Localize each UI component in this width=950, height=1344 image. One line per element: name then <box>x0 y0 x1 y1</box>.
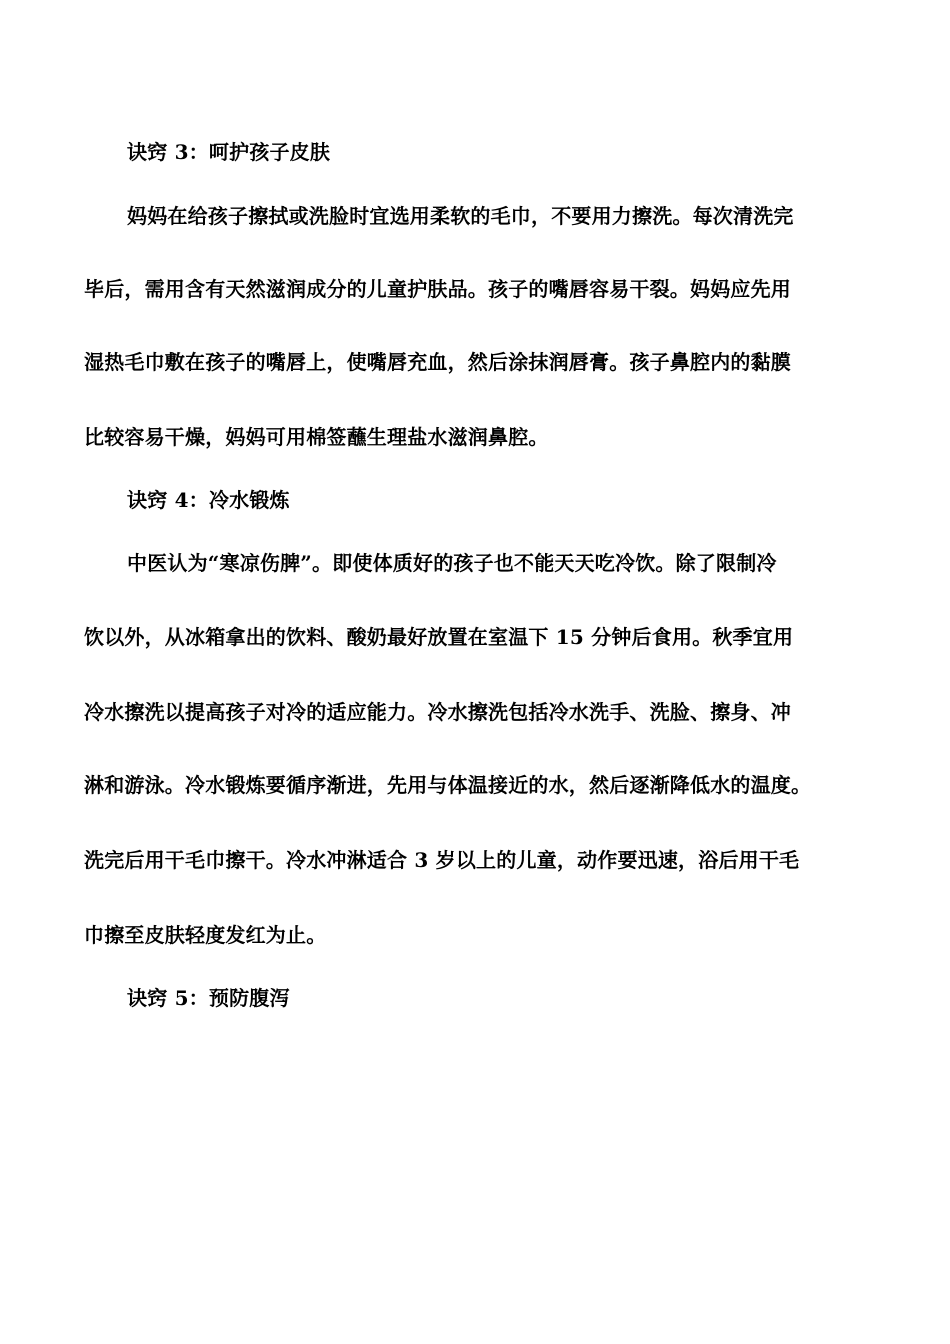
section-4-paragraph-line-3: 冷水擦洗以提高孩子对冷的适应能力。冷水擦洗包括冷水洗手、洗脸、擦身、冲 <box>84 700 791 724</box>
section-4-paragraph-line-5: 洗完后用干毛巾擦干。冷水冲淋适合 3 岁以上的儿童，动作要迅速，浴后用干毛 <box>84 848 800 872</box>
section-5-heading: 诀窍 5：预防腹泻 <box>127 986 290 1010</box>
section-3-paragraph-line-2: 毕后，需用含有天然滋润成分的儿童护肤品。孩子的嘴唇容易干裂。妈妈应先用 <box>84 277 791 301</box>
section-4-paragraph-line-4: 淋和游泳。冷水锻炼要循序渐进，先用与体温接近的水，然后逐渐降低水的温度。 <box>84 773 812 797</box>
section-4-paragraph-line-6: 巾擦至皮肤轻度发红为止。 <box>84 923 327 947</box>
section-4-heading: 诀窍 4：冷水锻炼 <box>127 488 290 512</box>
section-3-heading: 诀窍 3：呵护孩子皮肤 <box>127 140 331 164</box>
section-4-paragraph-line-1: 中医认为“寒凉伤脾”。即使体质好的孩子也不能天天吃冷饮。除了限制冷 <box>127 551 777 575</box>
section-3-paragraph-line-4: 比较容易干燥，妈妈可用棉签蘸生理盐水滋润鼻腔。 <box>84 425 549 449</box>
section-4-paragraph-line-2: 饮以外，从冰箱拿出的饮料、酸奶最好放置在室温下 15 分钟后食用。秋季宜用 <box>84 625 794 649</box>
section-3-paragraph-line-3: 湿热毛巾敷在孩子的嘴唇上，使嘴唇充血，然后涂抹润唇膏。孩子鼻腔内的黏膜 <box>84 350 791 374</box>
section-3-paragraph-line-1: 妈妈在给孩子擦拭或洗脸时宜选用柔软的毛巾，不要用力擦洗。每次清洗完 <box>127 204 794 228</box>
